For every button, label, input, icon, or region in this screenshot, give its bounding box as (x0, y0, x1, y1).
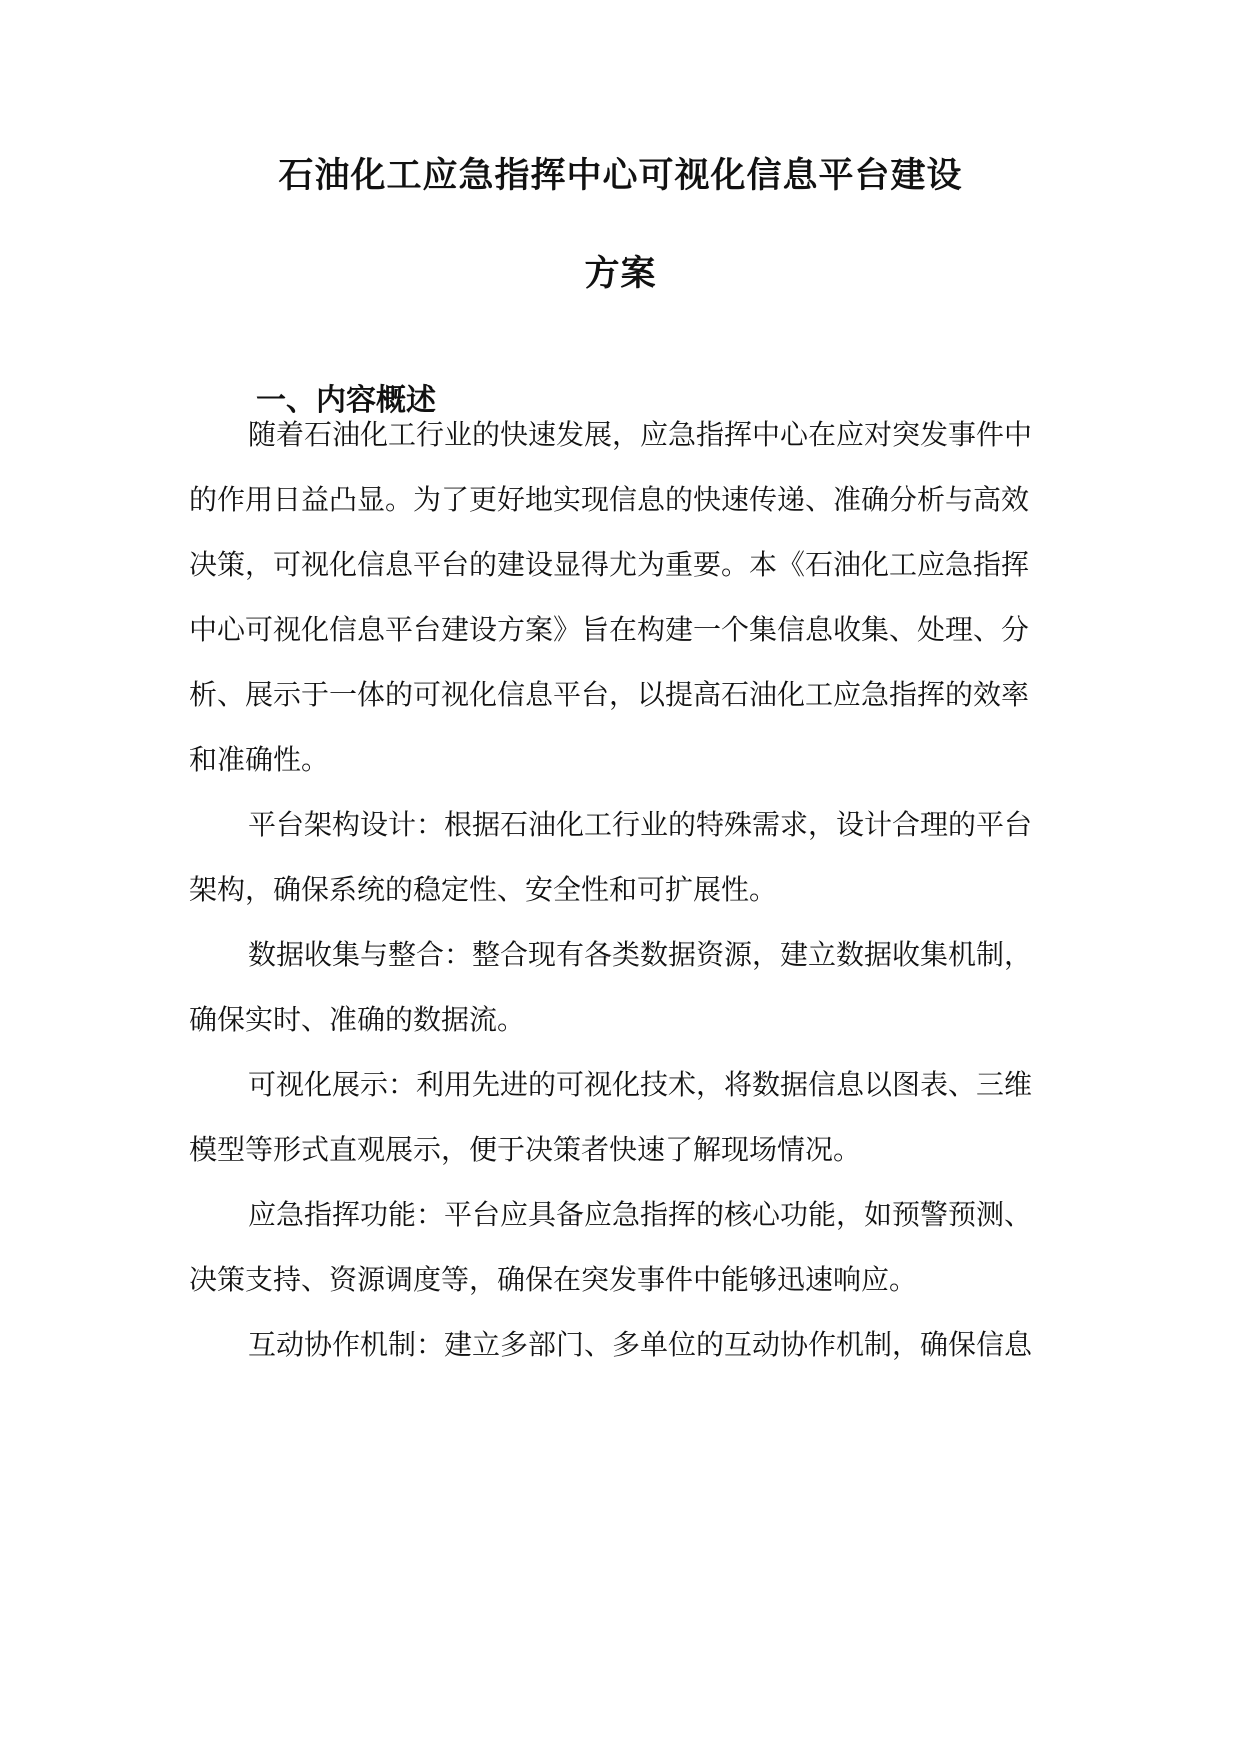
paragraph-line: 决策支持、资源调度等，确保在突发事件中能够迅速响应。 (189, 1263, 918, 1296)
paragraph-line: 决策，可视化信息平台的建设显得尤为重要。本《石油化工应急指挥 (189, 548, 1030, 581)
paragraph-line: 析、展示于一体的可视化信息平台，以提高石油化工应急指挥的效率 (189, 678, 1030, 711)
paragraph-line: 中心可视化信息平台建设方案》旨在构建一个集信息收集、处理、分 (189, 613, 1030, 646)
document-title-line-2: 方案 (584, 253, 657, 294)
section-heading: 一、内容概述 (256, 383, 436, 418)
paragraph-line: 随着石油化工行业的快速发展，应急指挥中心在应对突发事件中 (248, 418, 1033, 451)
paragraph-line: 模型等形式直观展示，便于决策者快速了解现场情况。 (189, 1133, 862, 1166)
paragraph-line: 数据收集与整合：整合现有各类数据资源，建立数据收集机制， (248, 938, 1033, 971)
paragraph-line: 互动协作机制：建立多部门、多单位的互动协作机制，确保信息 (248, 1328, 1033, 1361)
paragraph-line: 架构，确保系统的稳定性、安全性和可扩展性。 (189, 873, 778, 906)
paragraph-line: 的作用日益凸显。为了更好地实现信息的快速传递、准确分析与高效 (189, 483, 1030, 516)
paragraph-line: 可视化展示：利用先进的可视化技术，将数据信息以图表、三维 (248, 1068, 1033, 1101)
paragraph-line: 确保实时、准确的数据流。 (189, 1003, 526, 1036)
document-title-line-1: 石油化工应急指挥中心可视化信息平台建设 (278, 155, 963, 196)
paragraph-line: 平台架构设计：根据石油化工行业的特殊需求，设计合理的平台 (248, 808, 1033, 841)
paragraph-line: 和准确性。 (189, 743, 330, 776)
paragraph-line: 应急指挥功能：平台应具备应急指挥的核心功能，如预警预测、 (248, 1198, 1033, 1231)
